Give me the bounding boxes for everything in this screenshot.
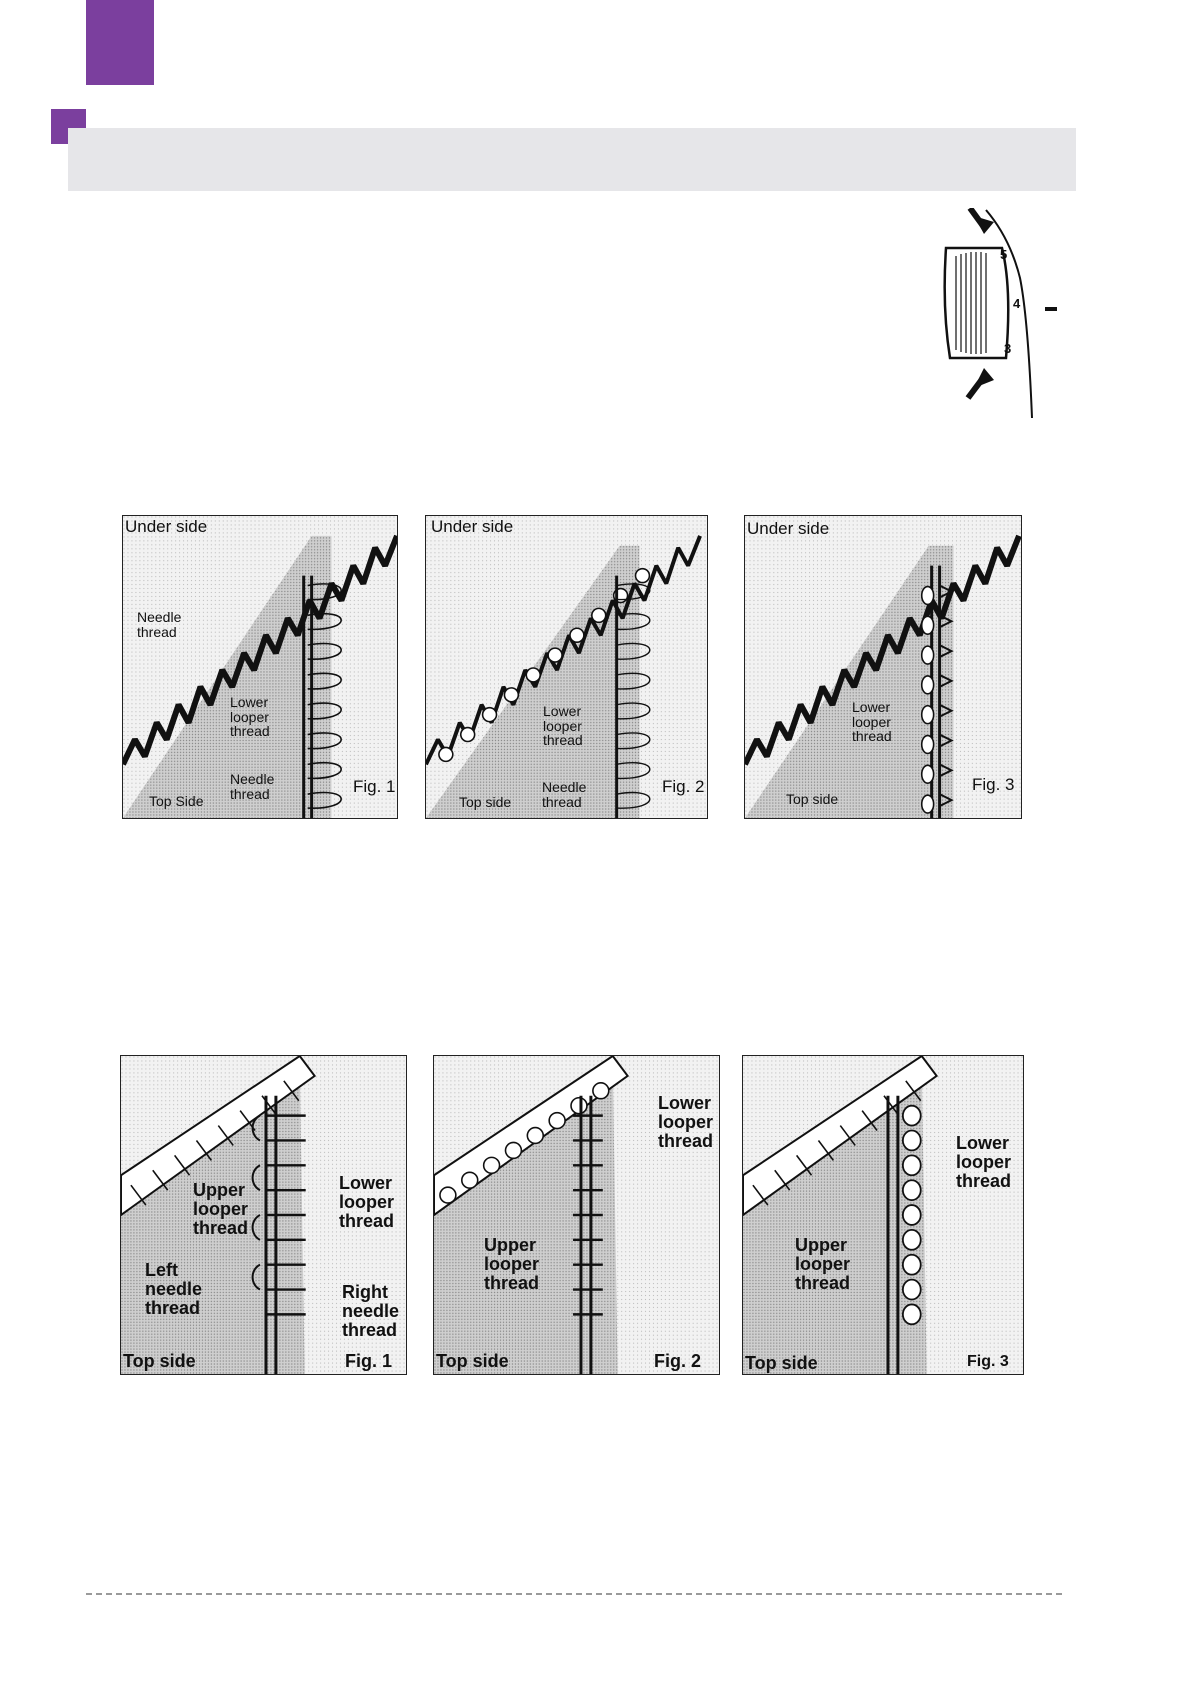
under-side-label: Under side [125, 517, 208, 536]
fig-label: Fig. 2 [662, 777, 705, 796]
dial-mark-3: 3 [1004, 341, 1012, 356]
top-side-label: Top side [745, 1353, 818, 1373]
dial-mark-4: 4 [1013, 296, 1021, 311]
lower-looper-label: Lower looper thread [339, 1173, 395, 1231]
figure-row1-3 [744, 515, 1022, 819]
lower-looper-label: Lower looper thread [956, 1133, 1012, 1191]
upper-looper-label: Upper looper thread [484, 1235, 540, 1293]
dial-mark-5: 5 [1000, 247, 1008, 262]
upper-looper-label: Upper looper thread [795, 1235, 851, 1293]
top-side-label: Top side [436, 1351, 509, 1371]
section-header-bar [68, 128, 1076, 191]
figure-row2-2 [433, 1055, 720, 1375]
right-needle-label: Right needle thread [342, 1282, 400, 1340]
top-side-label: Top side [459, 794, 512, 810]
under-side-label: Under side [747, 519, 830, 538]
needle-thread-bottom-label: Needle thread [230, 771, 275, 802]
needle-thread-bottom-label: Needle thread [542, 779, 587, 810]
top-side-label: Top Side [149, 793, 204, 809]
tension-dial-illustration [940, 208, 1060, 420]
lower-looper-label: Lower looper thread [852, 699, 892, 745]
needle-thread-label: Needle thread [137, 609, 182, 640]
lower-looper-label: Lower looper thread [543, 703, 583, 749]
top-side-label: Top side [123, 1351, 196, 1371]
top-side-label: Top side [786, 791, 839, 807]
fig-label: Fig. 3 [967, 1353, 1009, 1370]
lower-looper-label: Lower looper thread [658, 1093, 714, 1151]
fig-label: Fig. 2 [654, 1351, 702, 1371]
fig-label: Fig. 1 [345, 1351, 393, 1371]
chapter-tab [86, 0, 154, 85]
footer-divider [86, 1593, 1062, 1595]
fig-label: Fig. 1 [353, 777, 396, 796]
upper-looper-label: Upper looper thread [193, 1180, 249, 1238]
left-needle-label: Left needle thread [145, 1260, 203, 1318]
figure-row2-3 [742, 1055, 1024, 1375]
fig-label: Fig. 3 [972, 775, 1015, 794]
figure-row1-1 [122, 515, 398, 819]
under-side-label: Under side [431, 517, 514, 536]
figure-row2-1 [120, 1055, 407, 1375]
lower-looper-label: Lower looper thread [230, 694, 270, 740]
figure-row1-2 [425, 515, 708, 819]
